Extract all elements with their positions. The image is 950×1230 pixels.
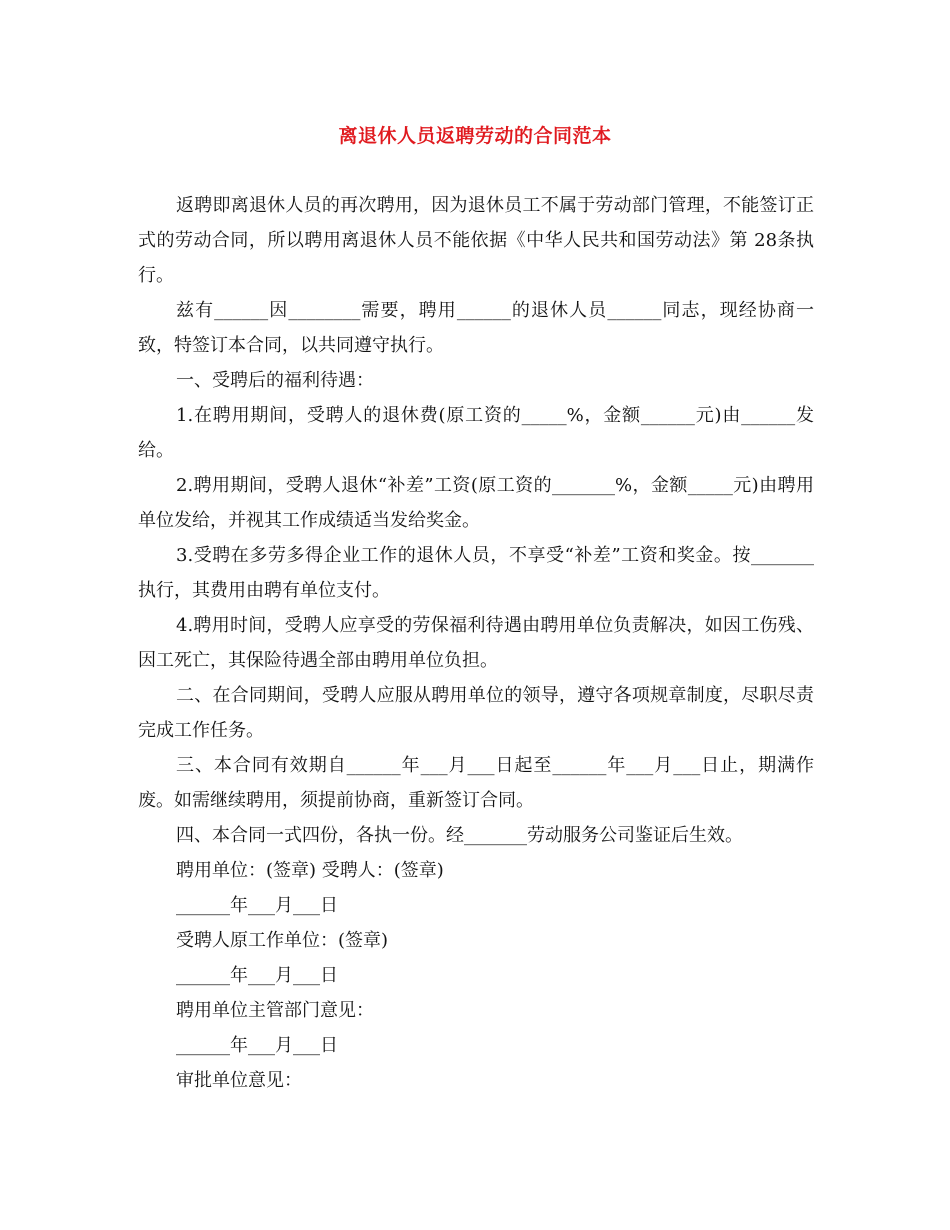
section-duty-paragraph: 二、在合同期间，受聘人应服从聘用单位的领导，遵守各项规章制度，尽职尽责完成工作任务。 — [138, 685, 814, 741]
date-line: ______年___月___日 — [176, 965, 338, 986]
signature-line-supervisor-opinion: 聘用单位主管部门意见： — [176, 1000, 374, 1021]
date-line: ______年___月___日 — [176, 895, 338, 916]
welfare-item-4: 4.聘用时间，受聘人应享受的劳保福利待遇由聘用单位负责解决，如因工伤残、因工死亡，其保险待遇全部由聘用单位负担。 — [138, 615, 814, 671]
signature-line-approval-opinion: 审批单位意见： — [176, 1070, 302, 1091]
agreement-paragraph: 兹有______因________需要，聘用______的退休人员______同志，现经协商一致，特签订本合同，以共同遵守执行。 — [138, 300, 814, 356]
welfare-item-2: 2.聘用期间，受聘人退休“补差”工资(原工资的_______%，金额_____元)由聘用单位发给，并视其工作成绩适当发给奖金。 — [138, 475, 814, 531]
signature-line-original-employer: 受聘人原工作单位：(签章) — [176, 930, 389, 951]
intro-paragraph: 返聘即离退休人员的再次聘用，因为退休员工不属于劳动部门管理，不能签订正式的劳动合同，所以聘用离退休人员不能依据《中华人民共和国劳动法》第 28条执行。 — [138, 195, 814, 286]
date-line: ______年___月___日 — [176, 1035, 338, 1056]
signature-line-employer-employee: 聘用单位：(签章) 受聘人：(签章) — [176, 860, 444, 881]
welfare-item-1: 1.在聘用期间，受聘人的退休费(原工资的_____%，金额______元)由______发给。 — [138, 405, 814, 461]
document-body — [138, 188, 814, 1098]
document-title: 离退休人员返聘劳动的合同范本 — [338, 125, 612, 147]
section-welfare-heading: 一、受聘后的福利待遇： — [176, 370, 374, 391]
section-term-paragraph: 三、本合同有效期自______年___月___日起至______年___月___日止，期满作废。如需继续聘用，须提前协商，重新签订合同。 — [138, 755, 814, 811]
welfare-item-3: 3.受聘在多劳多得企业工作的退休人员，不享受“补差”工资和奖金。按_______执行，其费用由聘有单位支付。 — [138, 545, 814, 601]
section-copies-paragraph: 四、本合同一式四份，各执一份。经_______劳动服务公司鉴证后生效。 — [176, 825, 743, 846]
